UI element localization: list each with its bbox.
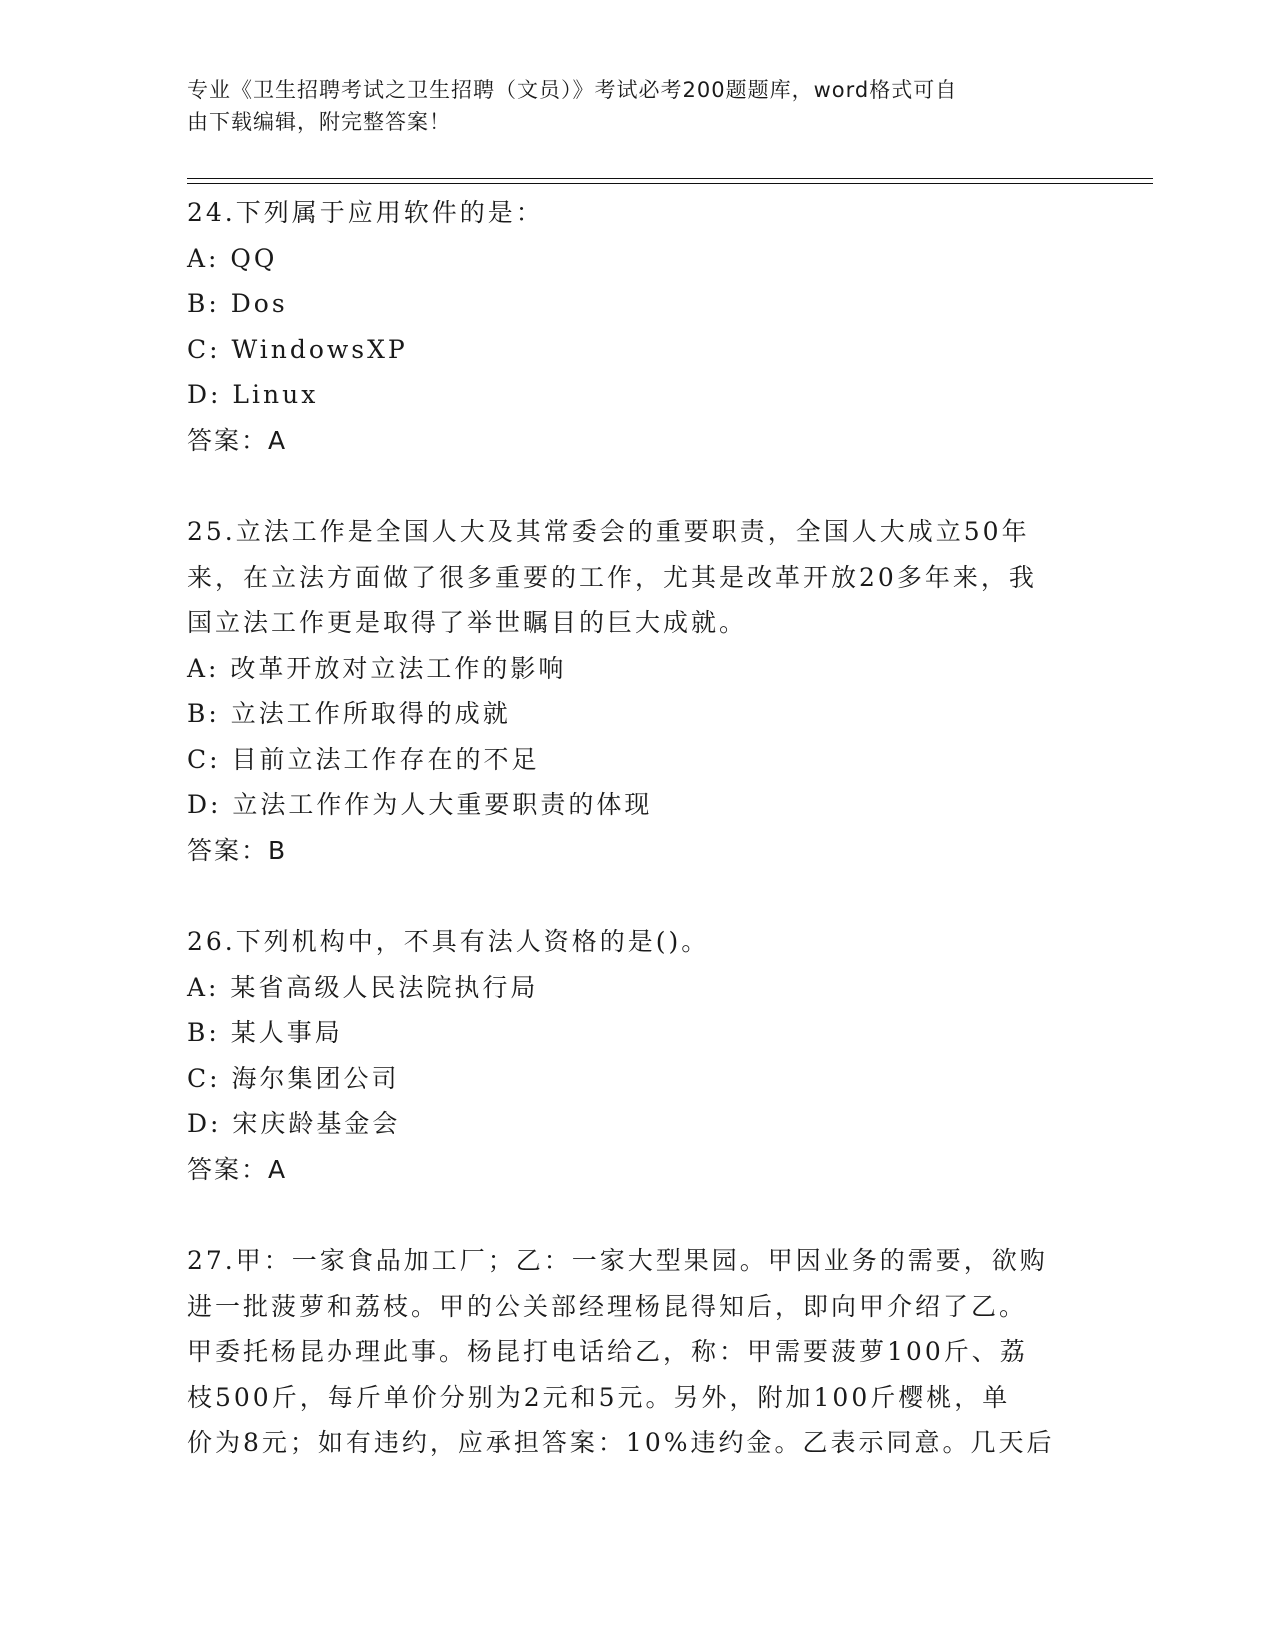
option-d: D: 宋庆龄基金会 (187, 1109, 401, 1138)
question-25 (187, 509, 1107, 873)
option-a: A: 某省高级人民法院执行局 (187, 972, 539, 1002)
option-c: C: 海尔集团公司 (187, 1063, 400, 1093)
question-24 (187, 190, 1107, 463)
answer: 答案：B (187, 835, 288, 865)
question-stem: 价为8元；如有违约，应承担答案：10%违约金。乙表示同意。几天后 (187, 1428, 1055, 1457)
option-c: C: WindowsXP (187, 334, 408, 364)
answer: 答案：A (187, 1154, 288, 1184)
question-stem: 25.立法工作是全国人大及其常委会的重要职责，全国人大成立50年 (187, 517, 1030, 546)
question-stem: 27.甲：一家食品加工厂；乙：一家大型果园。甲因业务的需要，欲购 (187, 1246, 1048, 1275)
answer: 答案：A (187, 425, 288, 455)
question-stem: 26.下列机构中，不具有法人资格的是()。 (187, 927, 710, 956)
question-stem: 甲委托杨昆办理此事。杨昆打电话给乙，称：甲需要菠萝100斤、荔 (187, 1337, 1028, 1366)
option-b: B: 某人事局 (187, 1018, 343, 1047)
question-27 (187, 1238, 1107, 1466)
option-b: B: 立法工作所取得的成就 (187, 699, 511, 728)
header-divider (187, 183, 1153, 184)
question-stem: 24.下列属于应用软件的是： (187, 198, 544, 227)
header-line: 专业《卫生招聘考试之卫生招聘（文员）》考试必考200题题库，word格式可自 (187, 78, 958, 102)
option-a: A: QQ (187, 243, 278, 273)
question-stem: 来，在立法方面做了很多重要的工作，尤其是改革开放20多年来，我 (187, 562, 1037, 592)
option-d: D: Linux (187, 380, 319, 409)
option-d: D: 立法工作作为人大重要职责的体现 (187, 790, 653, 819)
header-line: 由下载编辑，附完整答案！ (187, 110, 451, 134)
option-a: A: 改革开放对立法工作的影响 (187, 653, 567, 683)
question-list (187, 190, 1107, 1512)
question-stem: 进一批菠萝和荔枝。甲的公关部经理杨昆得知后，即向甲介绍了乙。 (187, 1291, 1028, 1321)
question-26 (187, 919, 1107, 1192)
option-b: B: Dos (187, 289, 288, 318)
document-header (187, 74, 1067, 138)
header-divider (187, 178, 1153, 179)
question-stem: 枝500斤，每斤单价分别为2元和5元。另外，附加100斤樱桃，单 (187, 1382, 1011, 1412)
option-c: C: 目前立法工作存在的不足 (187, 744, 540, 774)
question-stem: 国立法工作更是取得了举世瞩目的巨大成就。 (187, 608, 748, 637)
